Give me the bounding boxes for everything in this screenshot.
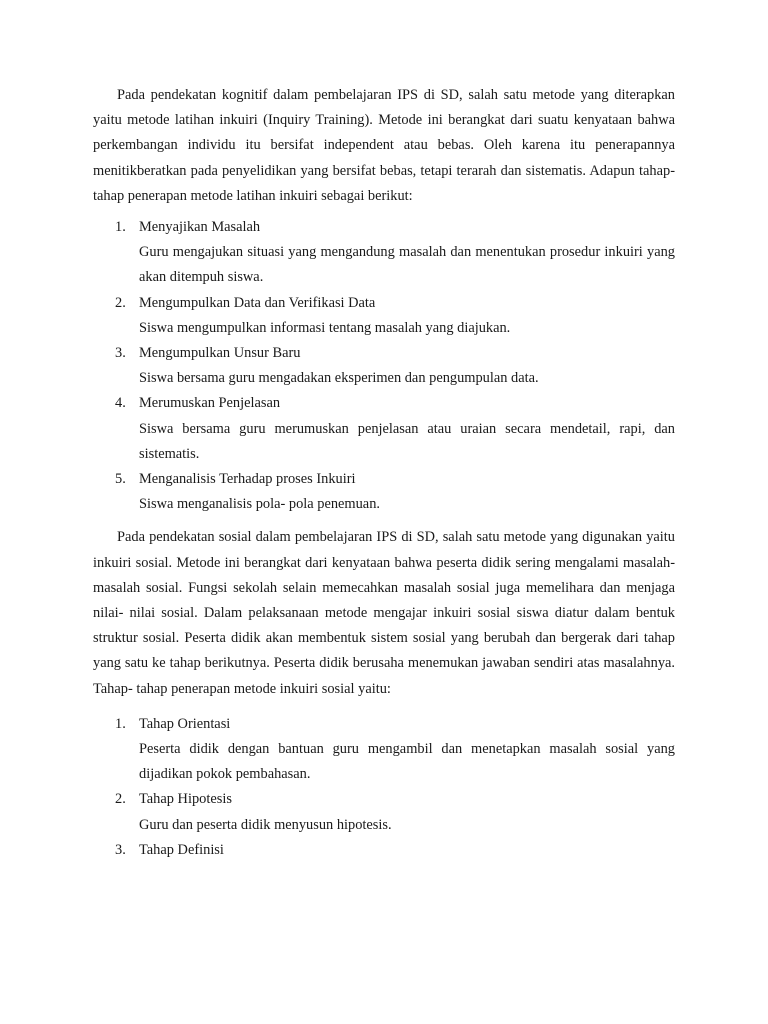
list-item-title: Mengumpulkan Data dan Verifikasi Data bbox=[139, 294, 376, 311]
list-item-description: Siswa bersama guru mengadakan eksperimen dan pengumpulan data. bbox=[139, 370, 539, 387]
list-item bbox=[93, 341, 675, 391]
list-item-number: 4. bbox=[115, 395, 126, 412]
list-item-description: Siswa menganalisis pola- pola penemuan. bbox=[139, 496, 380, 513]
paragraph-cognitive-approach: Pada pendekatan kognitif dalam pembelajaran IPS di SD, salah satu metode yang diterapkan yaitu metode latihan inkuiri (Inquiry Training). Metode ini berangkat dari suatu kenyataan bahwa perkembangan individu itu bersifat independent atau bebas. Oleh karena itu penerapannya menitikberatkan pada penyelidikan yang bersifat bebas, tetapi terarah dan sistematis. Adapun tahap- tahap penerapan metode latihan inkuiri sebagai berikut: bbox=[93, 87, 675, 204]
list-item-title: Tahap Definisi bbox=[139, 841, 224, 858]
list-item-title: Mengumpulkan Unsur Baru bbox=[139, 345, 301, 362]
list-item bbox=[93, 391, 675, 467]
list-item-title: Menganalisis Terhadap proses Inkuiri bbox=[139, 471, 356, 488]
list-item-title: Tahap Hipotesis bbox=[139, 791, 232, 808]
list-item-title: Menyajikan Masalah bbox=[139, 219, 261, 236]
list-item-number: 2. bbox=[115, 294, 126, 311]
list-item bbox=[93, 291, 675, 341]
social-inquiry-steps-list bbox=[93, 712, 675, 863]
list-item-number: 3. bbox=[115, 841, 126, 858]
list-item bbox=[93, 215, 675, 291]
list-item-description: Siswa mengumpulkan informasi tentang masalah yang diajukan. bbox=[139, 319, 511, 336]
list-item-description: Peserta didik dengan bantuan guru mengambil dan menetapkan masalah sosial yang dijadikan pokok pembahasan. bbox=[139, 741, 675, 783]
list-item bbox=[93, 467, 675, 517]
paragraph-social-approach: Pada pendekatan sosial dalam pembelajaran IPS di SD, salah satu metode yang digunakan yaitu inkuiri sosial. Metode ini berangkat dari kenyataan bahwa peserta didik sering mengalami masalah- masalah sosial. Fungsi sekolah selain memecahkan masalah sosial juga memelihara dan menjaga nilai- nilai sosial. Dalam pelaksanaan metode mengajar inkuiri sosial siswa diatur dalam bentuk struktur sosial. Peserta didik akan membentuk sistem sosial yang berubah dan bergerak dari tahap yang satu ke tahap berikutnya. Peserta didik berusaha menemukan jawaban sendiri atas masalahnya. Tahap- tahap penerapan metode inkuiri sosial yaitu: bbox=[93, 529, 675, 697]
list-item-title: Merumuskan Penjelasan bbox=[139, 395, 281, 412]
inquiry-training-steps-list bbox=[93, 215, 675, 517]
list-item-number: 5. bbox=[115, 471, 126, 488]
list-item-number: 1. bbox=[115, 715, 126, 732]
list-item-description: Guru dan peserta didik menyusun hipotesis. bbox=[139, 816, 392, 833]
list-item bbox=[93, 838, 675, 863]
list-item-description: Siswa bersama guru merumuskan penjelasan atau uraian secara mendetail, rapi, dan sistematis. bbox=[139, 420, 675, 462]
document-page bbox=[93, 83, 675, 871]
list-item-number: 1. bbox=[115, 219, 126, 236]
list-item bbox=[93, 787, 675, 837]
list-item-title: Tahap Orientasi bbox=[139, 715, 231, 732]
list-item-description: Guru mengajukan situasi yang mengandung masalah dan menentukan prosedur inkuiri yang akan ditempuh siswa. bbox=[139, 244, 675, 286]
list-item-number: 3. bbox=[115, 345, 126, 362]
list-item bbox=[93, 712, 675, 788]
list-item-number: 2. bbox=[115, 791, 126, 808]
